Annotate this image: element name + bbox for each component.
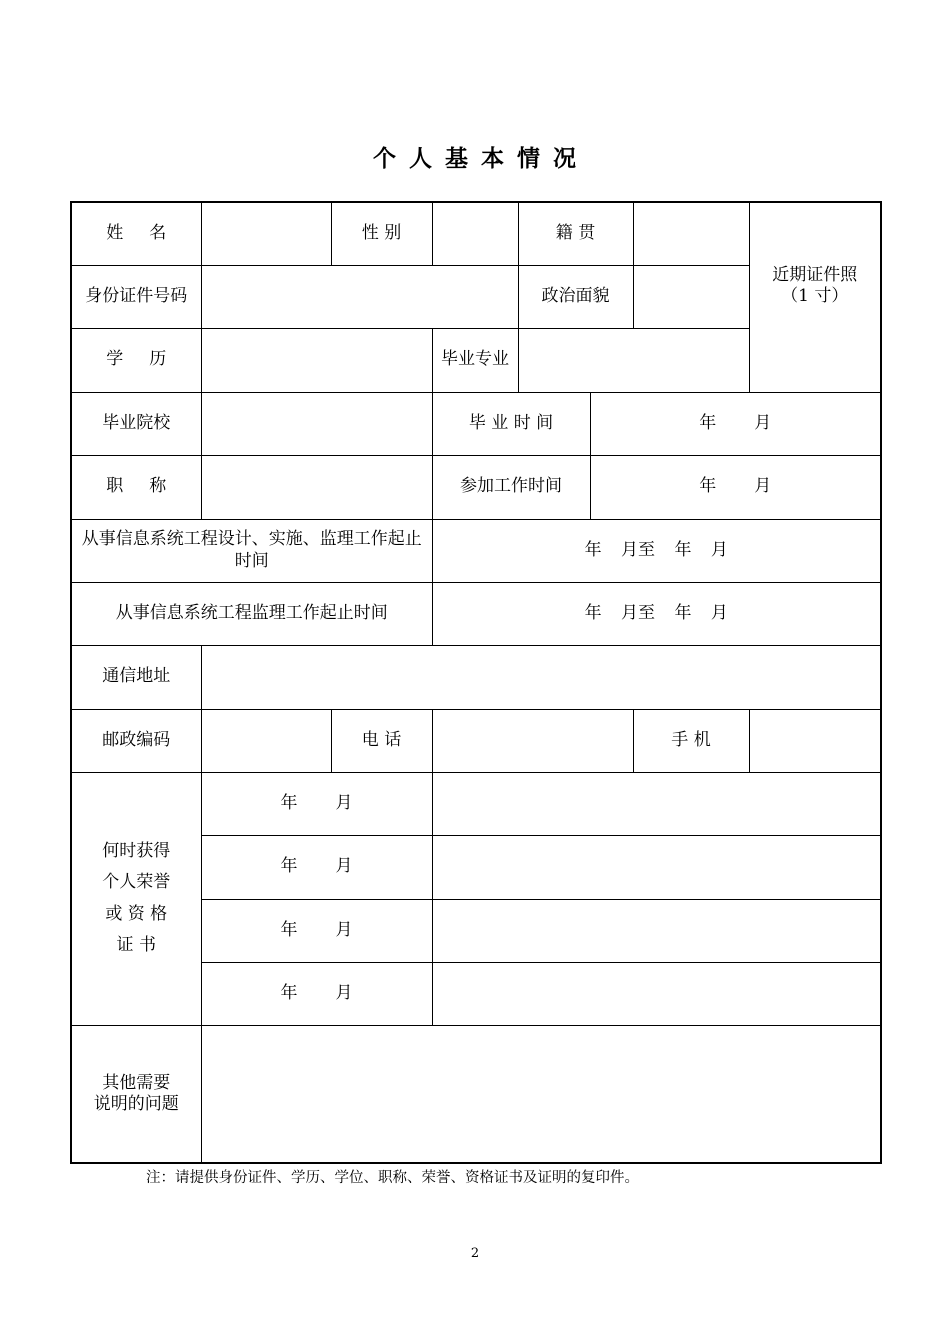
other-label: 其他需要 说明的问题 (71, 1025, 201, 1163)
honor-detail[interactable] (432, 962, 881, 1025)
honor-date[interactable]: 年 月 (201, 772, 432, 835)
design-period-field[interactable]: 年 月至 年 月 (432, 519, 881, 582)
title-label: 职 称 (71, 455, 201, 519)
mobile-label: 手 机 (633, 709, 749, 772)
address-field[interactable] (201, 645, 881, 709)
native-place-label: 籍 贯 (518, 202, 633, 265)
supervision-period-label: 从事信息系统工程监理工作起止时间 (71, 582, 432, 645)
page-number: 2 (470, 1246, 480, 1261)
photo-label: 近期证件照 (772, 265, 858, 285)
id-label: 身份证件号码 (71, 265, 201, 328)
title-field[interactable] (201, 455, 432, 519)
honor-detail[interactable] (432, 835, 881, 899)
work-start-field[interactable]: 年 月 (590, 455, 881, 519)
gender-label: 性 别 (331, 202, 432, 265)
native-place-field[interactable] (633, 202, 749, 265)
honor-date[interactable]: 年 月 (201, 899, 432, 962)
footnote: 注：请提供身份证件、学历、学位、职称、荣誉、资格证书及证明的复印件。 (146, 1170, 639, 1186)
personal-info-form (70, 201, 882, 1164)
postcode-label: 邮政编码 (71, 709, 201, 772)
gender-field[interactable] (432, 202, 518, 265)
education-label: 学 历 (71, 328, 201, 392)
major-field[interactable] (518, 328, 749, 392)
page-title: 个 人 基 本 情 况 (373, 146, 577, 172)
phone-label: 电 话 (331, 709, 432, 772)
name-field[interactable] (201, 202, 331, 265)
address-label: 通信地址 (71, 645, 201, 709)
name-label: 姓 名 (71, 202, 201, 265)
other-field[interactable] (201, 1025, 881, 1163)
work-start-label: 参加工作时间 (432, 455, 590, 519)
photo-box[interactable] (749, 202, 881, 392)
supervision-period-field[interactable]: 年 月至 年 月 (432, 582, 881, 645)
grad-time-label: 毕 业 时 间 (432, 392, 590, 455)
postcode-field[interactable] (201, 709, 331, 772)
school-label: 毕业院校 (71, 392, 201, 455)
honor-date[interactable]: 年 月 (201, 962, 432, 1025)
political-field[interactable] (633, 265, 749, 328)
honor-label: 何时获得 个人荣誉 或 资 格 证 书 (71, 772, 201, 1025)
major-label: 毕业专业 (432, 328, 518, 392)
school-field[interactable] (201, 392, 432, 455)
education-field[interactable] (201, 328, 432, 392)
grad-time-field[interactable]: 年 月 (590, 392, 881, 455)
political-label: 政治面貌 (518, 265, 633, 328)
mobile-field[interactable] (749, 709, 881, 772)
honor-detail[interactable] (432, 772, 881, 835)
phone-field[interactable] (432, 709, 633, 772)
honor-date[interactable]: 年 月 (201, 835, 432, 899)
photo-size: （1 寸） (781, 286, 849, 307)
design-period-label: 从事信息系统工程设计、实施、监理工作起止时间 (71, 519, 432, 582)
honor-detail[interactable] (432, 899, 881, 962)
id-field[interactable] (201, 265, 518, 328)
